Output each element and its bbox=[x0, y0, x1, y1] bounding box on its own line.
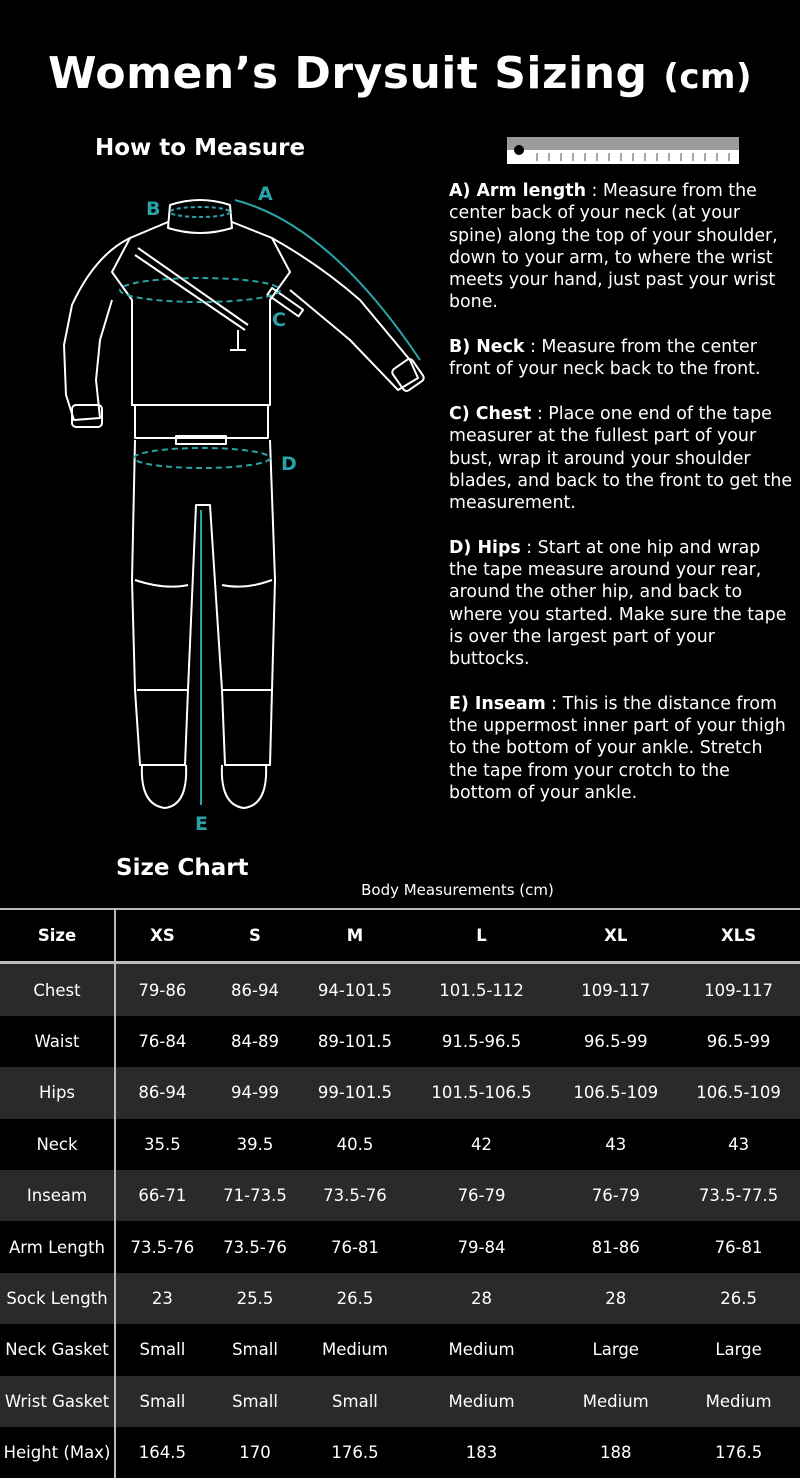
table-cell: Small bbox=[139, 1391, 186, 1411]
table-cell: 73.5-76 bbox=[223, 1237, 287, 1257]
table-cell: 28 bbox=[605, 1288, 627, 1308]
label-a: A bbox=[258, 183, 273, 205]
table-cell: 79-86 bbox=[138, 980, 187, 1000]
table-row bbox=[0, 1376, 800, 1427]
table-row bbox=[0, 1221, 800, 1272]
table-cell: 86-94 bbox=[138, 1083, 187, 1103]
table-cell: 40.5 bbox=[336, 1134, 374, 1154]
table-cell: 26.5 bbox=[720, 1288, 757, 1308]
table-cell: 66-71 bbox=[138, 1186, 187, 1206]
table-cell: 91.5-96.5 bbox=[441, 1031, 522, 1051]
table-header-row bbox=[0, 909, 800, 963]
size-chart-table bbox=[0, 908, 800, 1478]
table-cell: 39.5 bbox=[236, 1134, 274, 1154]
header-cell: M bbox=[301, 909, 409, 963]
table-cell: 35.5 bbox=[144, 1134, 181, 1154]
title-unit: (cm) bbox=[663, 57, 753, 97]
header-cell: Size bbox=[0, 909, 115, 963]
table-row bbox=[0, 1427, 800, 1478]
table-cell: 101.5-106.5 bbox=[431, 1083, 532, 1103]
table-cell: 183 bbox=[465, 1443, 498, 1463]
row-label: Inseam bbox=[0, 1170, 115, 1221]
table-cell: 73.5-77.5 bbox=[698, 1186, 779, 1206]
label-d: D bbox=[281, 453, 297, 475]
body-measurements-caption: Body Measurements (cm) bbox=[361, 881, 554, 899]
size-chart-heading: Size Chart bbox=[116, 855, 249, 881]
row-label: Arm Length bbox=[0, 1221, 115, 1272]
table-cell: 76-79 bbox=[591, 1186, 640, 1206]
table-cell: Small bbox=[139, 1340, 186, 1360]
label-c: C bbox=[272, 309, 286, 331]
table-cell: 26.5 bbox=[336, 1288, 374, 1308]
table-cell: 42 bbox=[471, 1134, 493, 1154]
table-cell: 106.5-109 bbox=[573, 1083, 659, 1103]
desc-neck: B) Neck : Measure from the center front of your neck back to the front. bbox=[449, 337, 761, 380]
drysuit-outline bbox=[64, 200, 425, 808]
table-cell: 43 bbox=[605, 1134, 627, 1154]
table-row bbox=[0, 1324, 800, 1375]
table-cell: 43 bbox=[728, 1134, 750, 1154]
table-cell: 76-84 bbox=[138, 1031, 187, 1051]
desc-hips: D) Hips : Start at one hip and wrap the tape measure around your rear, around the other hip, and back to where you started. Make sure the tape is over the largest part of your buttocks. bbox=[449, 537, 787, 670]
measurement-descriptions bbox=[449, 180, 794, 827]
header-cell: XL bbox=[554, 909, 677, 963]
table-cell: Small bbox=[232, 1340, 278, 1360]
table-cell: 79-84 bbox=[457, 1237, 506, 1257]
table-cell: 176.5 bbox=[714, 1443, 763, 1463]
table-cell: 23 bbox=[151, 1288, 173, 1308]
header-cell: XS bbox=[115, 909, 209, 963]
row-label: Chest bbox=[0, 963, 115, 1016]
desc-arm-length: A) Arm length : Measure from the center back of your neck (at your spine) along the top of your shoulder, down to your arm, to where the wrist meets your hand, just past your wrist bone. bbox=[449, 181, 778, 313]
table-cell: 86-94 bbox=[231, 980, 279, 1000]
table-row bbox=[0, 1016, 800, 1067]
row-label: Neck Gasket bbox=[0, 1324, 115, 1375]
table-cell: 81-86 bbox=[591, 1237, 640, 1257]
table-cell: 76-81 bbox=[714, 1237, 763, 1257]
table-cell: Small bbox=[232, 1391, 278, 1411]
table-cell: Medium bbox=[321, 1340, 388, 1360]
table-cell: 71-73.5 bbox=[223, 1186, 287, 1206]
table-row bbox=[0, 963, 800, 1016]
title-main: Women’s Drysuit Sizing bbox=[47, 48, 648, 99]
header-cell: S bbox=[209, 909, 301, 963]
table-cell: 94-99 bbox=[231, 1083, 279, 1103]
table-cell: Medium bbox=[705, 1391, 772, 1411]
table-cell: Medium bbox=[448, 1391, 515, 1411]
row-label: Sock Length bbox=[0, 1273, 115, 1324]
diagram-labels bbox=[146, 183, 297, 835]
table-cell: Large bbox=[592, 1340, 639, 1360]
header-cell: XLS bbox=[677, 909, 800, 963]
label-b: B bbox=[146, 198, 161, 220]
table-cell: 89-101.5 bbox=[317, 1031, 393, 1051]
tape-measure-icon bbox=[507, 137, 739, 164]
table-cell: 28 bbox=[471, 1288, 493, 1308]
table-cell: 73.5-76 bbox=[130, 1237, 195, 1257]
desc-chest: C) Chest : Place one end of the tape measurer at the fullest part of your bust, wrap it around your shoulder blades, and back to the front to get the measurement. bbox=[449, 403, 793, 514]
table-cell: 96.5-99 bbox=[706, 1031, 771, 1051]
row-label: Hips bbox=[0, 1067, 115, 1118]
how-to-measure-heading: How to Measure bbox=[95, 135, 306, 161]
table-cell: 176.5 bbox=[331, 1443, 379, 1463]
table-row bbox=[0, 1067, 800, 1118]
drysuit-diagram bbox=[50, 170, 440, 840]
header-cell: L bbox=[409, 909, 555, 963]
row-label: Neck bbox=[0, 1119, 115, 1170]
desc-inseam: E) Inseam : This is the distance from the uppermost inner part of your thigh to the bottom of your ankle. Stretch the tape from your crotch to the bottom of your ankle. bbox=[449, 693, 786, 804]
table-row bbox=[0, 1273, 800, 1324]
table-cell: Medium bbox=[448, 1340, 515, 1360]
table-cell: 99-101.5 bbox=[317, 1083, 393, 1103]
table-cell: Large bbox=[715, 1340, 762, 1360]
row-label: Waist bbox=[0, 1016, 115, 1067]
table-cell: 25.5 bbox=[236, 1288, 274, 1308]
table-cell: Medium bbox=[582, 1391, 649, 1411]
label-e: E bbox=[195, 813, 208, 835]
row-label: Height (Max) bbox=[0, 1427, 115, 1478]
table-cell: 84-89 bbox=[231, 1031, 279, 1051]
table-cell: 109-117 bbox=[581, 980, 651, 1000]
table-cell: 73.5-76 bbox=[323, 1186, 387, 1206]
table-row bbox=[0, 1170, 800, 1221]
table-cell: 94-101.5 bbox=[317, 980, 393, 1000]
table-cell: 76-79 bbox=[457, 1186, 506, 1206]
table-cell: 188 bbox=[600, 1443, 632, 1463]
table-cell: 101.5-112 bbox=[439, 980, 524, 1000]
table-cell: 109-117 bbox=[704, 980, 774, 1000]
row-label: Wrist Gasket bbox=[0, 1376, 115, 1427]
table-cell: 96.5-99 bbox=[583, 1031, 648, 1051]
table-cell: 164.5 bbox=[138, 1443, 187, 1463]
table-cell: 76-81 bbox=[330, 1237, 379, 1257]
page-title bbox=[0, 48, 800, 99]
table-cell: 170 bbox=[239, 1443, 271, 1463]
table-cell: Small bbox=[332, 1391, 378, 1411]
table-row bbox=[0, 1119, 800, 1170]
table-cell: 106.5-109 bbox=[696, 1083, 781, 1103]
